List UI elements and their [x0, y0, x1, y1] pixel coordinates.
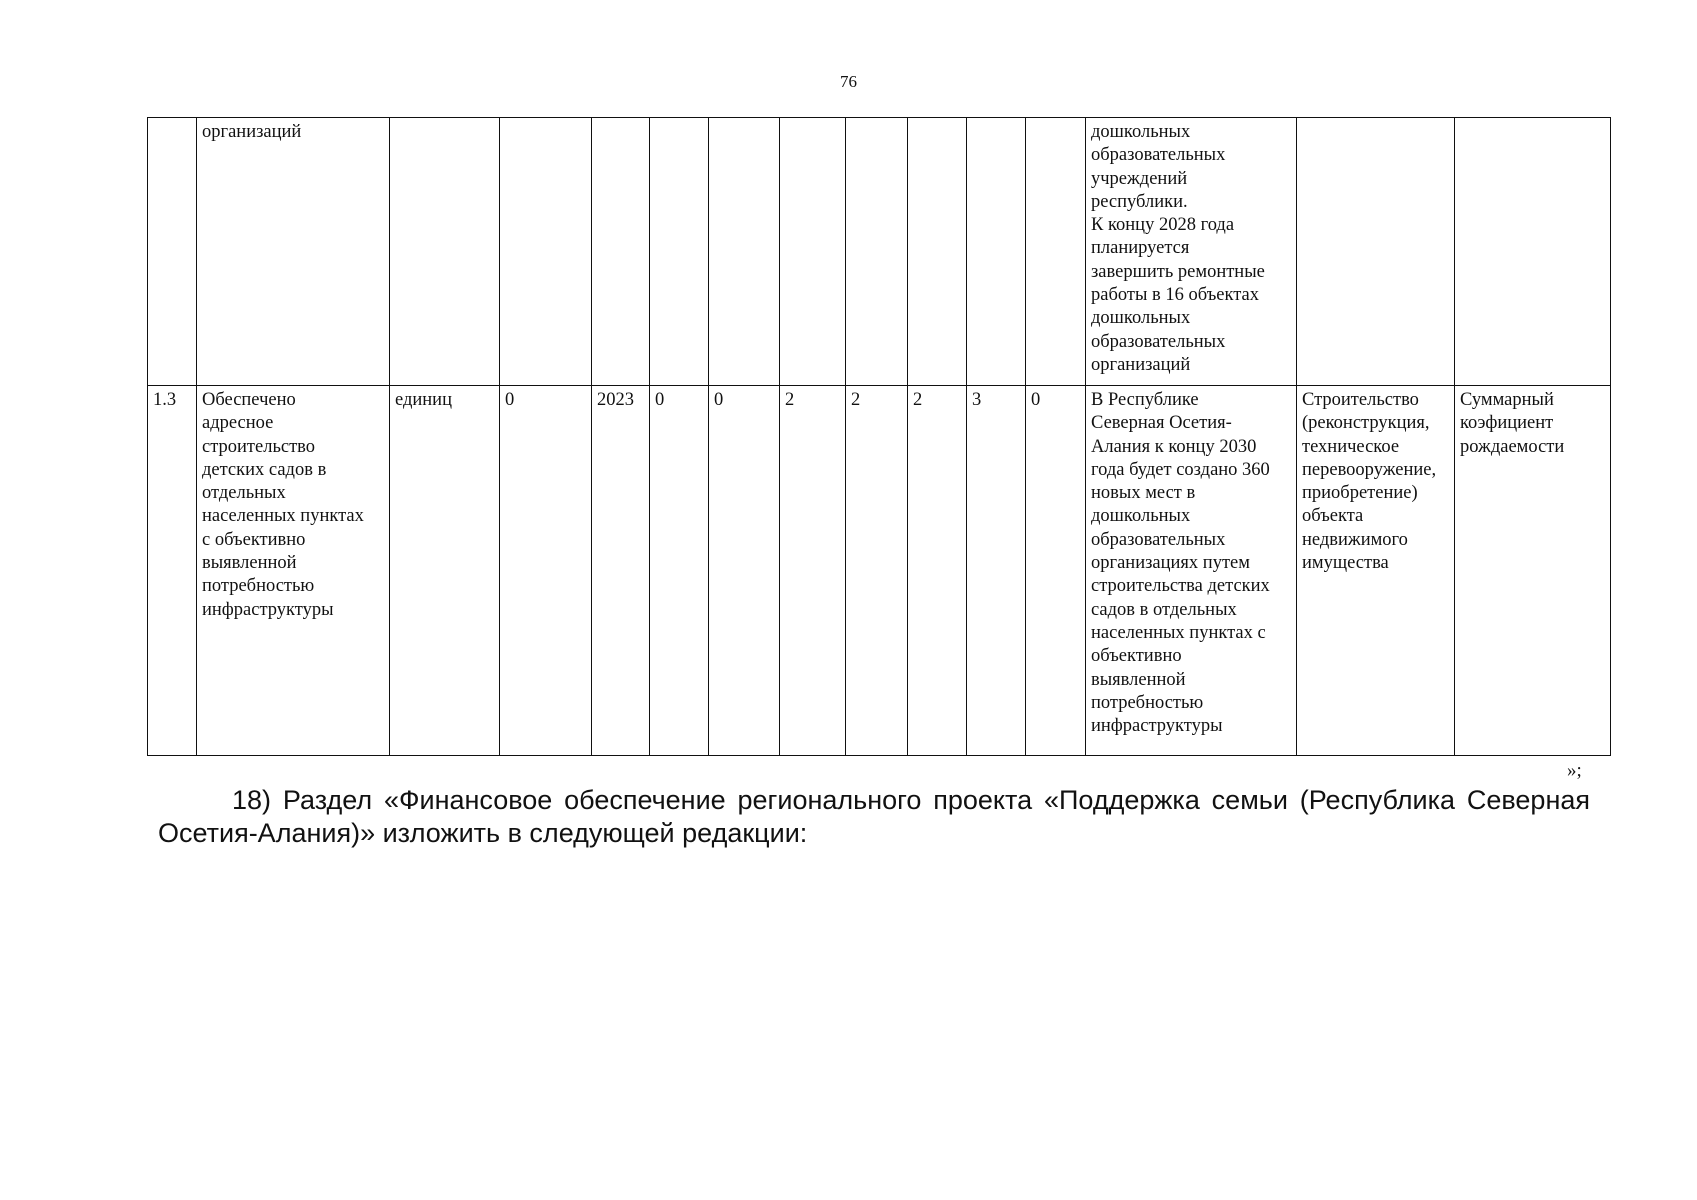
cell-value: 2 — [846, 386, 908, 756]
page-number: 76 — [840, 72, 857, 91]
cell-value: 2 — [780, 386, 846, 756]
cell-value — [1026, 118, 1086, 386]
cell-value — [709, 118, 780, 386]
cell-base-year: 2023 — [592, 386, 650, 756]
cell-result-name: Обеспечено адресное строительство детских садов в отдельных населенных пунктах с объективно выявленной потребностью инфраструктуры — [197, 386, 390, 756]
table-row — [148, 118, 1611, 386]
amendment-paragraph: 18) Раздел «Финансовое обеспечение регионального проекта «Поддержка семьи (Республика Северная Осетия-Алания)» изложить в следующей редакции: — [158, 785, 1590, 848]
cell-value: 2 — [908, 386, 967, 756]
cell-value — [967, 118, 1026, 386]
closing-quote: »; — [1567, 760, 1582, 781]
cell-value — [908, 118, 967, 386]
cell-result-name: организаций — [197, 118, 390, 386]
cell-value — [780, 118, 846, 386]
cell-value — [650, 118, 709, 386]
cell-unit — [390, 118, 500, 386]
cell-base-year — [592, 118, 650, 386]
cell-value: 0 — [650, 386, 709, 756]
cell-indicator — [1455, 118, 1611, 386]
cell-type — [1297, 118, 1455, 386]
cell-base-value — [500, 118, 592, 386]
cell-indicator: Суммарный коэфициент рождаемости — [1455, 386, 1611, 756]
cell-description: дошкольных образовательных учреждений республики. К концу 2028 года планируется завершить ремонтные работы в 16 объектах дошкольных образовательных организаций — [1086, 118, 1297, 386]
cell-number — [148, 118, 197, 386]
cell-unit: единиц — [390, 386, 500, 756]
cell-value — [846, 118, 908, 386]
cell-base-value: 0 — [500, 386, 592, 756]
cell-description: В Республике Северная Осетия- Алания к концу 2030 года будет создано 360 новых мест в дошкольных образовательных организациях путем строительства детских садов в отдельных населенных пунктах с объективно выявленной потребностью инфраструктуры — [1086, 386, 1297, 756]
cell-value: 0 — [709, 386, 780, 756]
cell-type: Строительство (реконструкция, техническое перевооружение, приобретение) объекта недвижимого имущества — [1297, 386, 1455, 756]
table-row — [148, 386, 1611, 756]
cell-value: 0 — [1026, 386, 1086, 756]
cell-value: 3 — [967, 386, 1026, 756]
project-results-table — [147, 117, 1611, 756]
cell-number: 1.3 — [148, 386, 197, 756]
